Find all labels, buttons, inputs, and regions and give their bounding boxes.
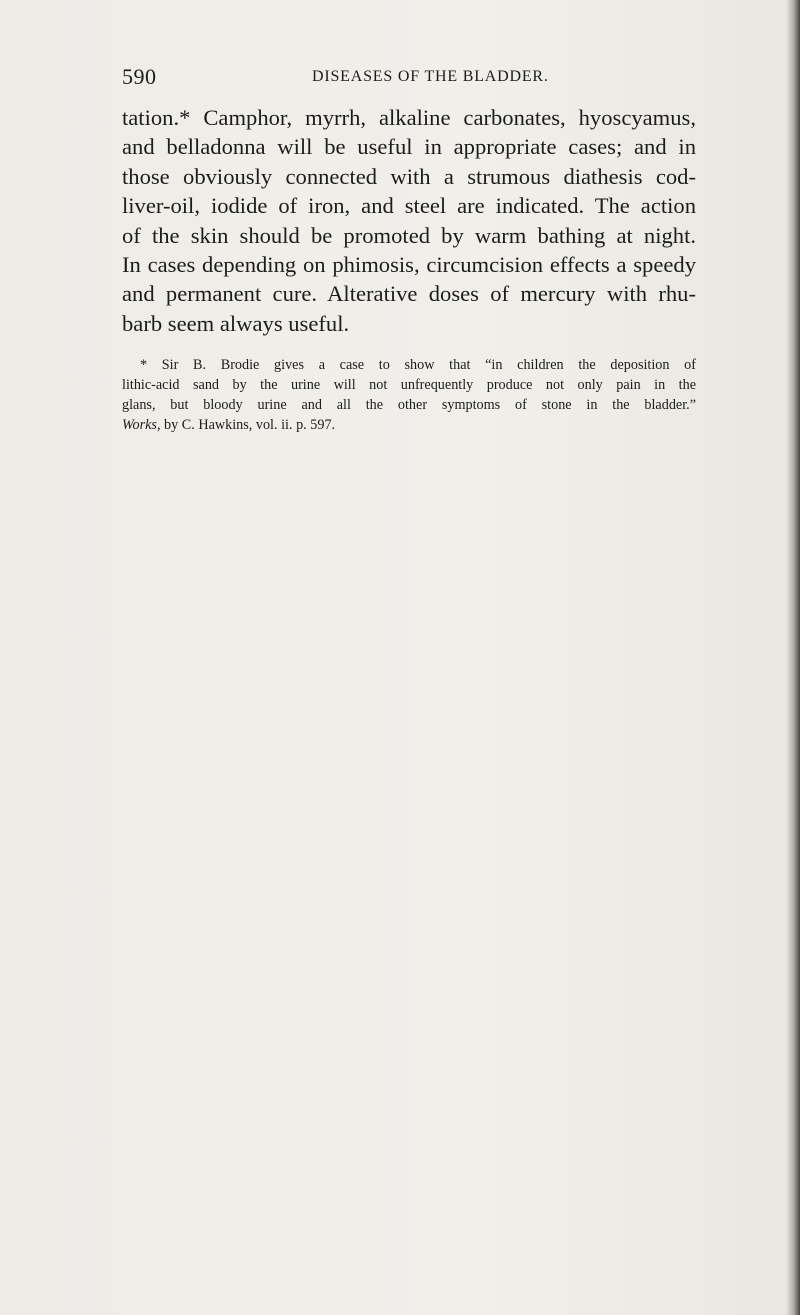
body-line: tation.* Camphor, myrrh, alkaline carbonates, hyoscyamus, (122, 105, 696, 130)
footnote-line (122, 415, 696, 435)
page-header (122, 64, 692, 94)
body-line: In cases depending on phimosis, circumcision effects a speedy (122, 252, 696, 278)
footnote-line: glans, but bloody urine and all the other symptoms of stone in the bladder.” (122, 397, 696, 413)
footnote-citation: , by C. Hawkins, vol. ii. p. 597. (156, 417, 336, 433)
footnote-work-title: Works (122, 417, 157, 433)
footnote (122, 355, 696, 435)
body-line: of the skin should be promoted by warm bathing at night. (122, 222, 696, 248)
body-paragraph (122, 103, 696, 338)
body-line: liver-oil, iodide of iron, and steel are indicated. The action (122, 193, 696, 219)
body-line: and belladonna will be useful in appropriate cases; and in (122, 134, 696, 160)
running-title: DISEASES OF THE BLADDER. (312, 68, 549, 85)
page-number: 590 (122, 64, 157, 89)
body-line: barb seem always useful. (122, 310, 350, 336)
footnote-line: lithic-acid sand by the urine will not unfrequently produce not only pain in the (122, 377, 696, 393)
body-line: those obviously connected with a strumous diathesis cod- (122, 163, 696, 189)
body-line: and permanent cure. Alterative doses of mercury with rhu- (122, 281, 696, 307)
page-edge-shadow (786, 0, 800, 1315)
footnote-line: * Sir B. Brodie gives a case to show that “in children the deposition of (140, 357, 696, 373)
